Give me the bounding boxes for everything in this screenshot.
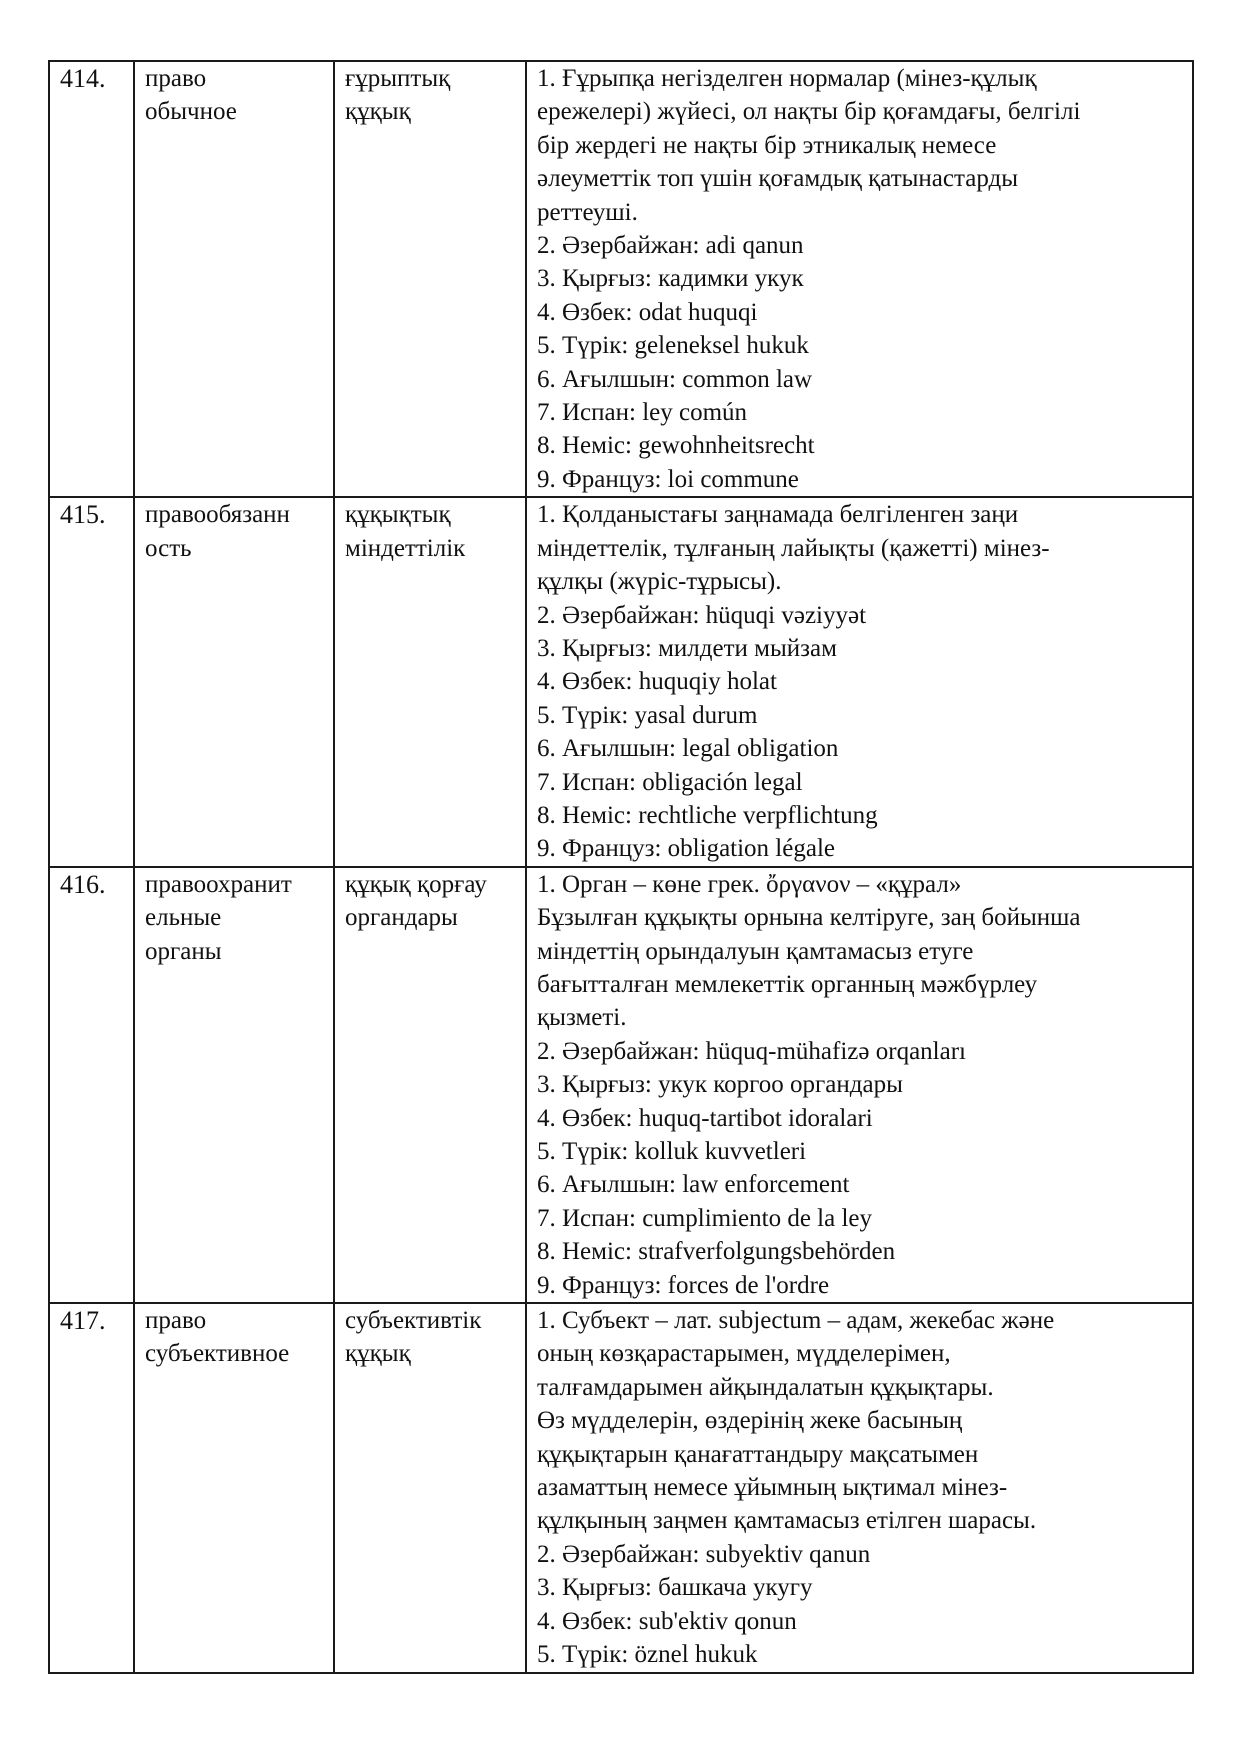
definition-line: міндеттелік, тұлғаның лайықты (қажетті) мінез- bbox=[537, 534, 1050, 562]
table-row bbox=[49, 1303, 1193, 1672]
definition-line: реттеуші. bbox=[537, 198, 638, 226]
translation-french: 9. Француз: obligation légale bbox=[537, 835, 835, 863]
definition-line: бір жердегі не нақты бір этникалық немесе bbox=[537, 131, 997, 159]
definition-line: Өз мүдделерін, өздерінің жеке басының bbox=[537, 1407, 963, 1435]
translation-turkish: 5. Түрік: öznel hukuk bbox=[537, 1641, 758, 1669]
translation-english: 6. Ағылшын: legal obligation bbox=[537, 735, 839, 763]
russian-term-line: правообязанн bbox=[145, 501, 290, 529]
russian-term-line: органы bbox=[145, 937, 222, 965]
kazakh-term-line: ғұрыптық bbox=[345, 65, 451, 92]
definition-line: талғамдарымен айқындалатын құқықтары. bbox=[537, 1373, 994, 1401]
kazakh-term-line: құқық қорғау bbox=[345, 870, 487, 898]
translation-english: 6. Ағылшын: common law bbox=[537, 365, 813, 393]
terms-table-body bbox=[49, 61, 1193, 1673]
entry-number: 417. bbox=[49, 1303, 134, 1672]
entry-number: 415. bbox=[49, 497, 134, 866]
translation-azerbaijani: 2. Әзербайжан: hüquq-mühafizə orqanları bbox=[537, 1037, 966, 1065]
translation-german: 8. Неміс: strafverfolgungsbehörden bbox=[537, 1238, 896, 1266]
russian-term-line: право bbox=[145, 65, 207, 92]
translation-turkish: 5. Түрік: yasal durum bbox=[537, 701, 758, 729]
translation-english: 6. Ағылшын: law enforcement bbox=[537, 1171, 850, 1199]
definition-line: құлқының заңмен қамтамасыз етілген шарасы. bbox=[537, 1507, 1037, 1535]
kazakh-term bbox=[334, 61, 526, 497]
kazakh-term bbox=[334, 867, 526, 1303]
definition bbox=[526, 497, 1193, 866]
definition-line: қызметі. bbox=[537, 1004, 627, 1032]
kazakh-term-line: құқықтық bbox=[345, 501, 451, 529]
definition-line: 1. Орган – көне грек. ὄργανον – «құрал» bbox=[537, 870, 962, 898]
kazakh-term-line: құқық bbox=[345, 98, 411, 126]
translation-kyrgyz: 3. Қырғыз: милдети мыйзам bbox=[537, 634, 837, 662]
russian-term bbox=[134, 61, 334, 497]
translation-spanish: 7. Испан: obligación legal bbox=[537, 768, 803, 796]
russian-term bbox=[134, 1303, 334, 1672]
translation-kyrgyz: 3. Қырғыз: укук коргоо органдары bbox=[537, 1071, 903, 1099]
russian-term bbox=[134, 867, 334, 1303]
definition-line: оның көзқарастарымен, мүдделерімен, bbox=[537, 1340, 951, 1368]
translation-kyrgyz: 3. Қырғыз: башкача укугу bbox=[537, 1574, 813, 1602]
russian-term-line: ельные bbox=[145, 904, 222, 932]
terms-table bbox=[48, 60, 1194, 1674]
translation-turkish: 5. Түрік: geleneksel hukuk bbox=[537, 332, 809, 360]
translation-azerbaijani: 2. Әзербайжан: hüquqi vəziyyət bbox=[537, 601, 867, 629]
translation-azerbaijani: 2. Әзербайжан: adi qanun bbox=[537, 232, 804, 260]
kazakh-term-line: міндеттілік bbox=[345, 534, 466, 562]
russian-term-line: правоохранит bbox=[145, 870, 292, 898]
entry-number: 414. bbox=[49, 61, 134, 497]
entry-number: 416. bbox=[49, 867, 134, 1303]
translation-french: 9. Француз: forces de l'ordre bbox=[537, 1271, 830, 1299]
definition-line: азаматтың немесе ұйымның ықтимал мінез- bbox=[537, 1474, 1008, 1502]
definition-line: 1. Ғұрыпқа негізделген нормалар (мінез-құлық bbox=[537, 65, 1037, 92]
russian-term-line: право bbox=[145, 1307, 207, 1335]
definition bbox=[526, 1303, 1193, 1672]
definition-line: құқықтарын қанағаттандыру мақсатымен bbox=[537, 1440, 979, 1468]
translation-uzbek: 4. Өзбек: sub'ektiv qonun bbox=[537, 1607, 797, 1635]
translation-kyrgyz: 3. Қырғыз: кадимки укук bbox=[537, 265, 804, 293]
definition-line: бағытталған мемлекеттік органның мәжбүрлеу bbox=[537, 970, 1038, 998]
translation-french: 9. Француз: loi commune bbox=[537, 465, 799, 493]
definition-line: ережелері) жүйесі, ол нақты бір қоғамдағы, белгілі bbox=[537, 98, 1081, 126]
definition-line: 1. Қолданыстағы заңнамада белгіленген заңи bbox=[537, 501, 1019, 529]
table-row bbox=[49, 867, 1193, 1303]
russian-term-line: обычное bbox=[145, 98, 237, 126]
table-row bbox=[49, 61, 1193, 497]
russian-term-line: субъективное bbox=[145, 1340, 290, 1368]
translation-uzbek: 4. Өзбек: odat huquqi bbox=[537, 298, 758, 326]
definition bbox=[526, 867, 1193, 1303]
definition-line: 1. Субъект – лат. subjectum – адам, жекебас және bbox=[537, 1307, 1055, 1335]
kazakh-term-line: құқық bbox=[345, 1340, 411, 1368]
kazakh-term bbox=[334, 1303, 526, 1672]
russian-term-line: ость bbox=[145, 534, 192, 562]
definition-line: әлеуметтік топ үшін қоғамдық қатынастарды bbox=[537, 165, 1019, 193]
kazakh-term bbox=[334, 497, 526, 866]
translation-uzbek: 4. Өзбек: huquqiy holat bbox=[537, 668, 777, 696]
definition-line: Бұзылған құқықты орнына келтіруге, заң бойынша bbox=[537, 904, 1081, 932]
definition-line: құлқы (жүріс-тұрысы). bbox=[537, 568, 782, 596]
translation-german: 8. Неміс: gewohnheitsrecht bbox=[537, 432, 815, 460]
translation-turkish: 5. Түрік: kolluk kuvvetleri bbox=[537, 1138, 807, 1165]
translation-german: 8. Неміс: rechtliche verpflichtung bbox=[537, 801, 878, 829]
translation-azerbaijani: 2. Әзербайжан: subyektiv qanun bbox=[537, 1540, 871, 1568]
russian-term bbox=[134, 497, 334, 866]
translation-spanish: 7. Испан: ley común bbox=[537, 399, 748, 427]
kazakh-term-line: субъективтік bbox=[345, 1307, 482, 1335]
kazakh-term-line: органдары bbox=[345, 904, 458, 932]
definition bbox=[526, 61, 1193, 497]
definition-line: міндеттің орындалуын қамтамасыз етуге bbox=[537, 937, 974, 965]
table-row bbox=[49, 497, 1193, 866]
translation-spanish: 7. Испан: cumplimiento de la ley bbox=[537, 1204, 872, 1232]
translation-uzbek: 4. Өзбек: huquq-tartibot idoralari bbox=[537, 1104, 873, 1132]
